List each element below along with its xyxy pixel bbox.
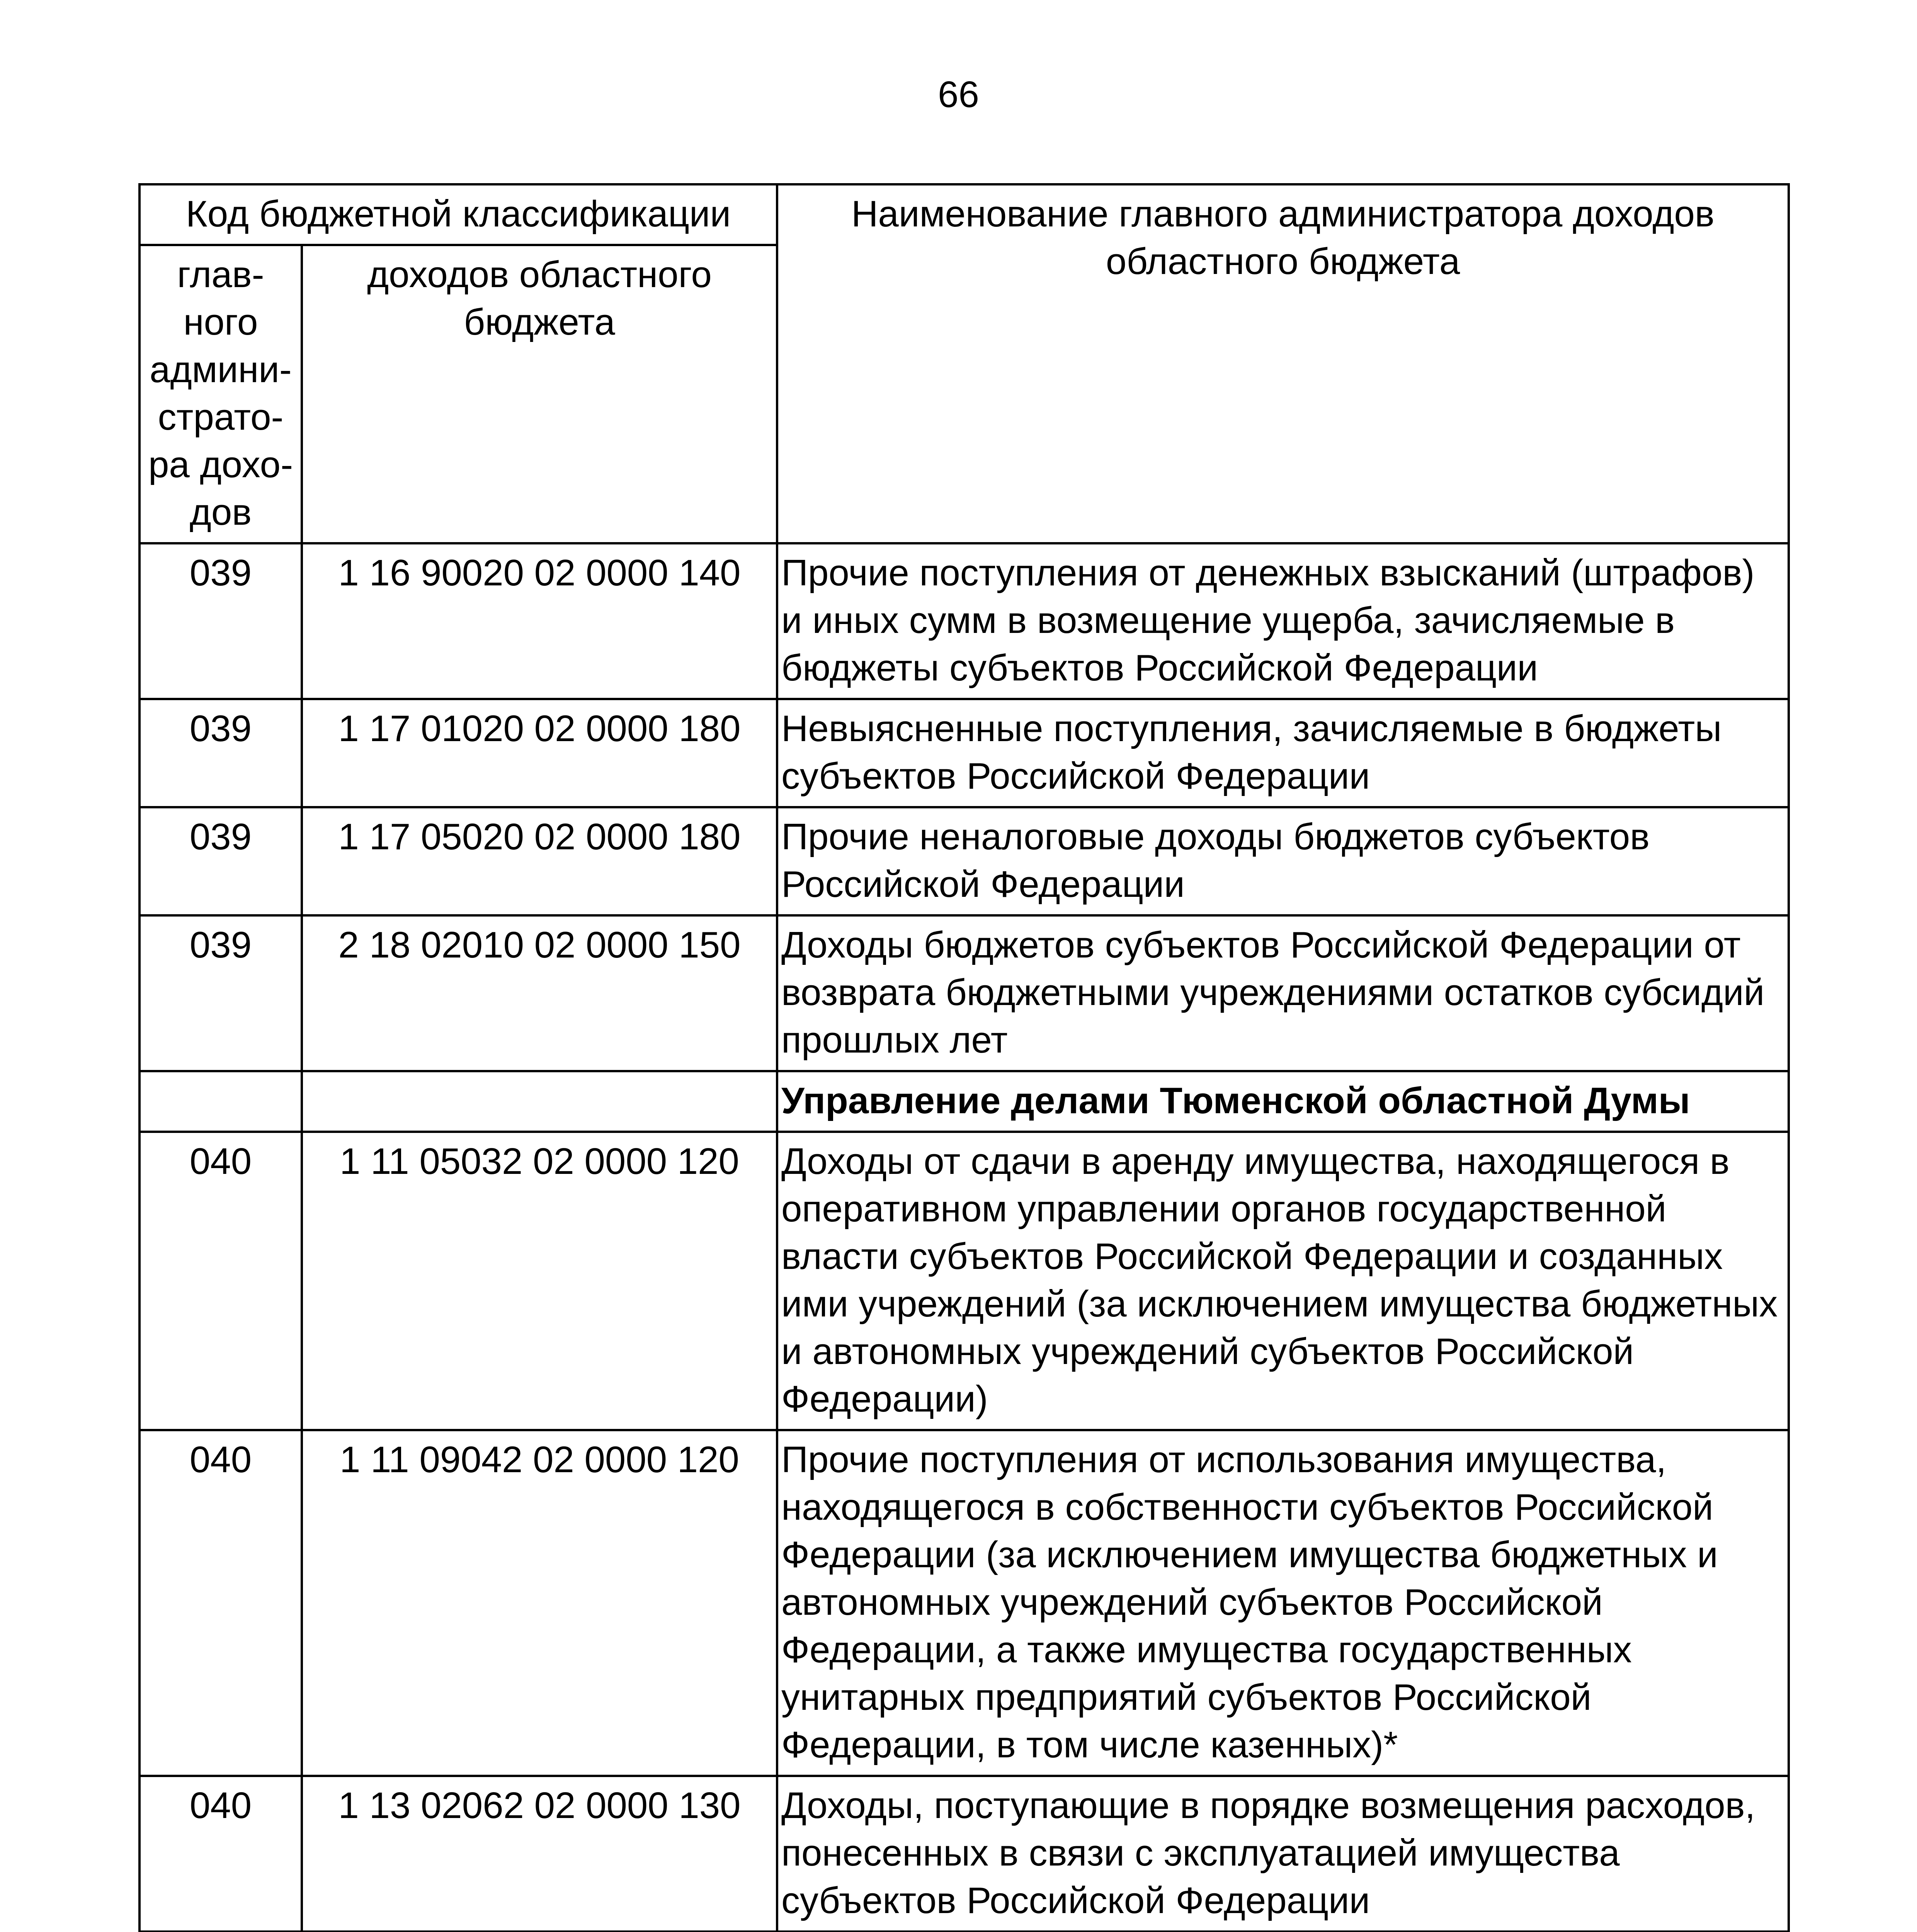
table-row	[139, 1430, 1789, 1776]
income-code-cell: 1 17 05020 02 0000 180	[302, 807, 777, 915]
admin-code-cell: 040	[139, 1132, 302, 1430]
income-name-cell: Доходы от сдачи в аренду имущества, находящегося в оперативном управлении органов государственной власти субъектов Российской Федерации и созданных ими учреждений (за исключением имущества бюджетных и автономных учреждений субъектов Российской Федерации)	[777, 1132, 1789, 1430]
table-row	[139, 1132, 1789, 1430]
income-code-cell: 1 17 01020 02 0000 180	[302, 699, 777, 807]
income-name-cell: Прочие поступления от денежных взысканий (штрафов) и иных сумм в возмещение ущерба, зачисляемые в бюджеты субъектов Российской Федерации	[777, 543, 1789, 699]
income-code-cell: 1 16 90020 02 0000 140	[302, 543, 777, 699]
income-name-cell: Невыясненные поступления, зачисляемые в бюджеты субъектов Российской Федерации	[777, 699, 1789, 807]
page-number: 66	[938, 74, 979, 115]
empty-cell	[302, 1071, 777, 1132]
section-title: Управление делами Тюменской областной Думы	[777, 1071, 1789, 1132]
income-code-cell: 1 11 09042 02 0000 120	[302, 1430, 777, 1776]
income-code-cell: 1 11 05032 02 0000 120	[302, 1132, 777, 1430]
header-regional-budget-income: доходов областного бюджета	[302, 245, 777, 543]
table-row	[139, 699, 1789, 807]
admin-code-cell: 039	[139, 807, 302, 915]
section-row	[139, 1071, 1789, 1132]
table-header-row	[139, 184, 1789, 245]
header-chief-administrator: глав-ного админи-страто-ра дохо-дов	[139, 245, 302, 543]
income-name-cell: Доходы бюджетов субъектов Российской Федерации от возврата бюджетными учреждениями остатков субсидий прошлых лет	[777, 915, 1789, 1071]
table-row	[139, 807, 1789, 915]
table-row	[139, 1776, 1789, 1932]
empty-cell	[139, 1071, 302, 1132]
admin-code-cell: 039	[139, 699, 302, 807]
header-budget-classification-code: Код бюджетной классификации	[139, 184, 777, 245]
header-administrator-name: Наименование главного администратора доходов областного бюджета	[777, 184, 1789, 543]
admin-code-cell: 039	[139, 543, 302, 699]
income-name-cell: Прочие поступления от использования имущества, находящегося в собственности субъектов Российской Федерации (за исключением имущества бюджетных и автономных учреждений субъектов Российской Федерации, а также имущества государственных унитарных предприятий субъектов Российской Федерации, в том числе казенных)*	[777, 1430, 1789, 1776]
admin-code-cell: 040	[139, 1430, 302, 1776]
budget-classification-table	[138, 183, 1790, 1932]
table-row	[139, 915, 1789, 1071]
table-row	[139, 543, 1789, 699]
income-name-cell: Доходы, поступающие в порядке возмещения расходов, понесенных в связи с эксплуатацией имущества субъектов Российской Федерации	[777, 1776, 1789, 1932]
income-code-cell: 1 13 02062 02 0000 130	[302, 1776, 777, 1932]
income-name-cell: Прочие неналоговые доходы бюджетов субъектов Российской Федерации	[777, 807, 1789, 915]
admin-code-cell: 039	[139, 915, 302, 1071]
admin-code-cell: 040	[139, 1776, 302, 1932]
income-code-cell: 2 18 02010 02 0000 150	[302, 915, 777, 1071]
